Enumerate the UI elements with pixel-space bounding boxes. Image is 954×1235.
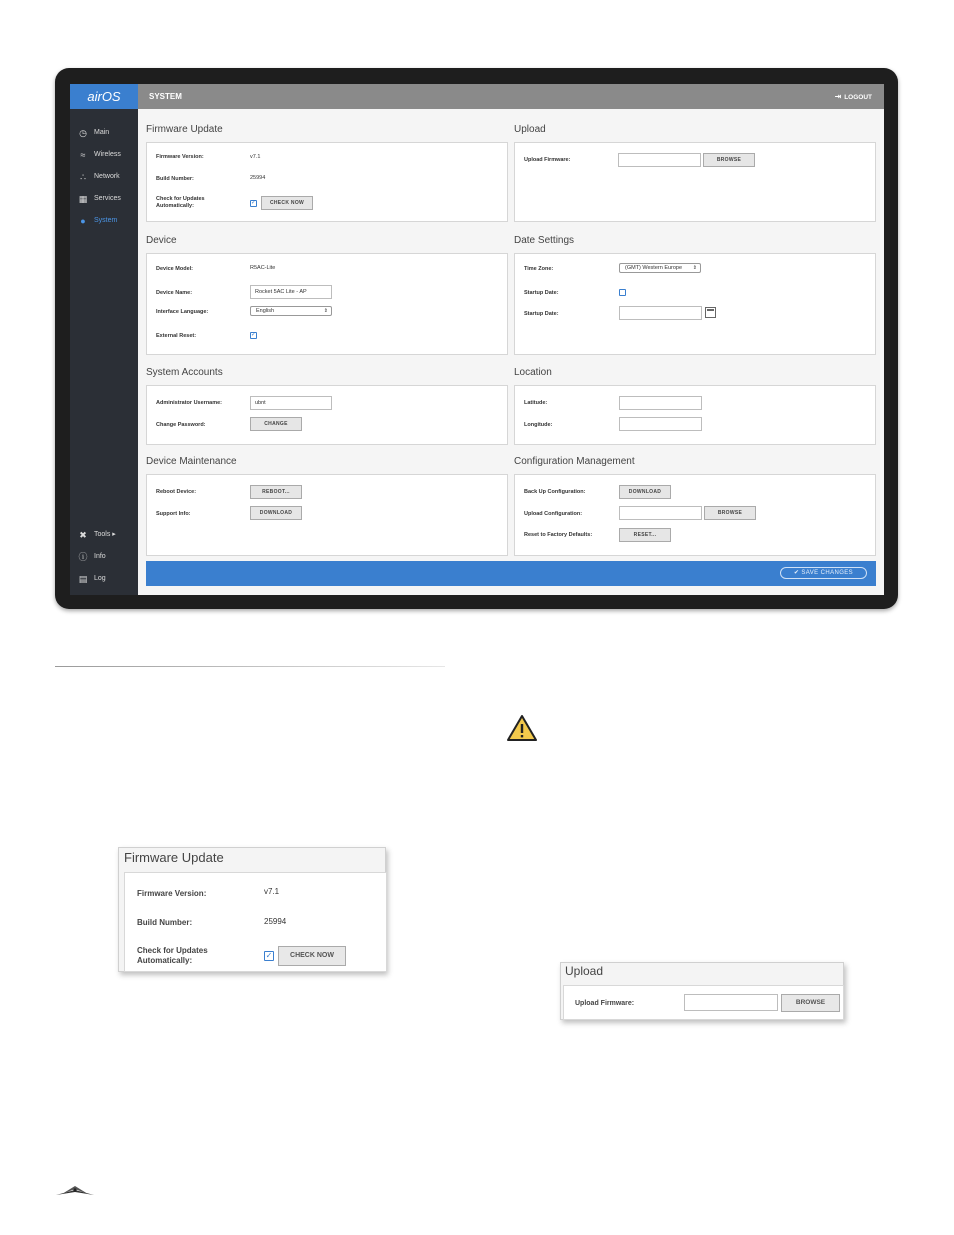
services-icon: ▦ bbox=[78, 194, 88, 204]
longitude-input[interactable] bbox=[619, 417, 702, 431]
info-icon: ⓘ bbox=[78, 552, 88, 562]
select-arrow-icon: ⇕ bbox=[692, 265, 697, 271]
check-now-button[interactable]: CHECK NOW bbox=[261, 196, 313, 210]
sidebar-item-system[interactable]: ● System bbox=[70, 212, 138, 230]
ubiquiti-logo-icon bbox=[54, 1184, 96, 1198]
sidebar-item-main[interactable]: ◷ Main bbox=[79, 128, 110, 138]
location-panel: Latitude: Longitude: bbox=[514, 385, 876, 445]
startup-date-input[interactable] bbox=[619, 306, 702, 320]
firmware-panel: Firmware Version: v7.1 Build Number: 25994 Check for Updates Automatically: ✓ CHECK NOW bbox=[146, 142, 508, 222]
check-now-button[interactable]: CHECK NOW bbox=[278, 946, 346, 966]
section-title-maintenance: Device Maintenance bbox=[146, 456, 237, 467]
upload-config-input[interactable] bbox=[619, 506, 702, 520]
external-reset-checkbox[interactable]: ✓ bbox=[251, 332, 257, 338]
main-content bbox=[138, 109, 884, 595]
auto-update-checkbox[interactable]: ✓ bbox=[251, 200, 257, 206]
gauge-icon: ◷ bbox=[79, 128, 87, 138]
startup-date-checkbox[interactable] bbox=[619, 289, 626, 296]
factory-reset-button[interactable]: RESET... bbox=[619, 528, 671, 542]
log-icon: ▤ bbox=[78, 574, 88, 584]
device-panel: Device Model: R5AC-Lite Device Name: Rocket 5AC Lite - AP Interface Language: English ⇕ External Reset: ✓ bbox=[146, 253, 508, 355]
calendar-icon[interactable] bbox=[705, 307, 716, 318]
backup-download-button[interactable]: DOWNLOAD bbox=[619, 485, 671, 499]
date-panel: Time Zone: (GMT) Western Europe ⇕ Startup Date: Startup Date: bbox=[514, 253, 876, 355]
section-title-device: Device bbox=[146, 235, 177, 246]
top-bar bbox=[138, 84, 884, 109]
tools-icon: ✖ bbox=[79, 530, 87, 540]
config-panel: Back Up Configuration: DOWNLOAD Upload Configuration: BROWSE Reset to Factory Defaults: RESET... bbox=[514, 474, 876, 556]
globe-icon: ● bbox=[80, 216, 86, 226]
sidebar-item-info[interactable]: ⓘ Info bbox=[78, 552, 106, 562]
select-arrow-icon: ⇕ bbox=[323, 308, 328, 314]
change-password-button[interactable]: CHANGE bbox=[250, 417, 302, 431]
wifi-icon: ≈ bbox=[80, 150, 86, 160]
maintenance-panel: Reboot Device: REBOOT... Support Info: DOWNLOAD bbox=[146, 474, 508, 556]
sidebar-item-network[interactable]: ∴ Network bbox=[70, 168, 138, 186]
browse-firmware-button[interactable]: BROWSE bbox=[703, 153, 755, 167]
browse-config-button[interactable]: BROWSE bbox=[704, 506, 756, 520]
auto-update-checkbox[interactable]: ✓ bbox=[265, 951, 273, 960]
firmware-update-callout: Firmware Update Firmware Version: v7.1 Build Number: 25994 Check for Updates Automatically: ✓ CHECK NOW bbox=[118, 847, 386, 972]
upload-panel: Upload Firmware: BROWSE bbox=[514, 142, 876, 222]
save-bar bbox=[146, 561, 876, 586]
device-name-input[interactable]: Rocket 5AC Lite - AP bbox=[250, 285, 332, 299]
section-title-firmware: Firmware Update bbox=[146, 124, 223, 135]
sidebar-item-wireless[interactable]: ≈ Wireless bbox=[70, 146, 138, 164]
save-changes-button[interactable]: ✔ SAVE CHANGES bbox=[780, 567, 867, 579]
browse-firmware-button[interactable]: BROWSE bbox=[781, 994, 840, 1012]
language-select[interactable]: English ⇕ bbox=[250, 306, 332, 316]
sidebar-item-services[interactable]: ▦ Services bbox=[78, 194, 121, 204]
section-title-accounts: System Accounts bbox=[146, 367, 223, 378]
airos-logo: airOS bbox=[70, 84, 138, 109]
section-title-date: Date Settings bbox=[514, 235, 575, 246]
logout-icon: ⇥ bbox=[834, 92, 842, 101]
airos-screen bbox=[70, 84, 884, 595]
accounts-panel: Administrator Username: ubnt Change Password: CHANGE bbox=[146, 385, 508, 445]
sidebar bbox=[70, 84, 138, 595]
reboot-button[interactable]: REBOOT... bbox=[250, 485, 302, 499]
upload-firmware-input[interactable] bbox=[618, 153, 701, 167]
sidebar-item-tools[interactable]: ✖ Tools ▸ bbox=[79, 530, 116, 540]
timezone-select[interactable]: (GMT) Western Europe ⇕ bbox=[619, 263, 701, 273]
section-divider bbox=[55, 666, 445, 667]
latitude-input[interactable] bbox=[619, 396, 702, 410]
admin-username-input[interactable]: ubnt bbox=[250, 396, 332, 410]
section-title-config: Configuration Management bbox=[514, 456, 635, 467]
support-download-button[interactable]: DOWNLOAD bbox=[250, 506, 302, 520]
section-title-upload: Upload bbox=[514, 124, 546, 135]
upload-callout: Upload Upload Firmware: BROWSE bbox=[560, 962, 844, 1020]
page-title: SYSTEM bbox=[149, 92, 182, 101]
logout-button[interactable]: ⇥ LOGOUT bbox=[834, 92, 872, 101]
warning-icon bbox=[506, 714, 538, 742]
upload-firmware-input[interactable] bbox=[684, 994, 778, 1011]
section-title-location: Location bbox=[514, 367, 552, 378]
sidebar-item-log[interactable]: ▤ Log bbox=[78, 574, 106, 584]
network-icon: ∴ bbox=[80, 172, 86, 182]
